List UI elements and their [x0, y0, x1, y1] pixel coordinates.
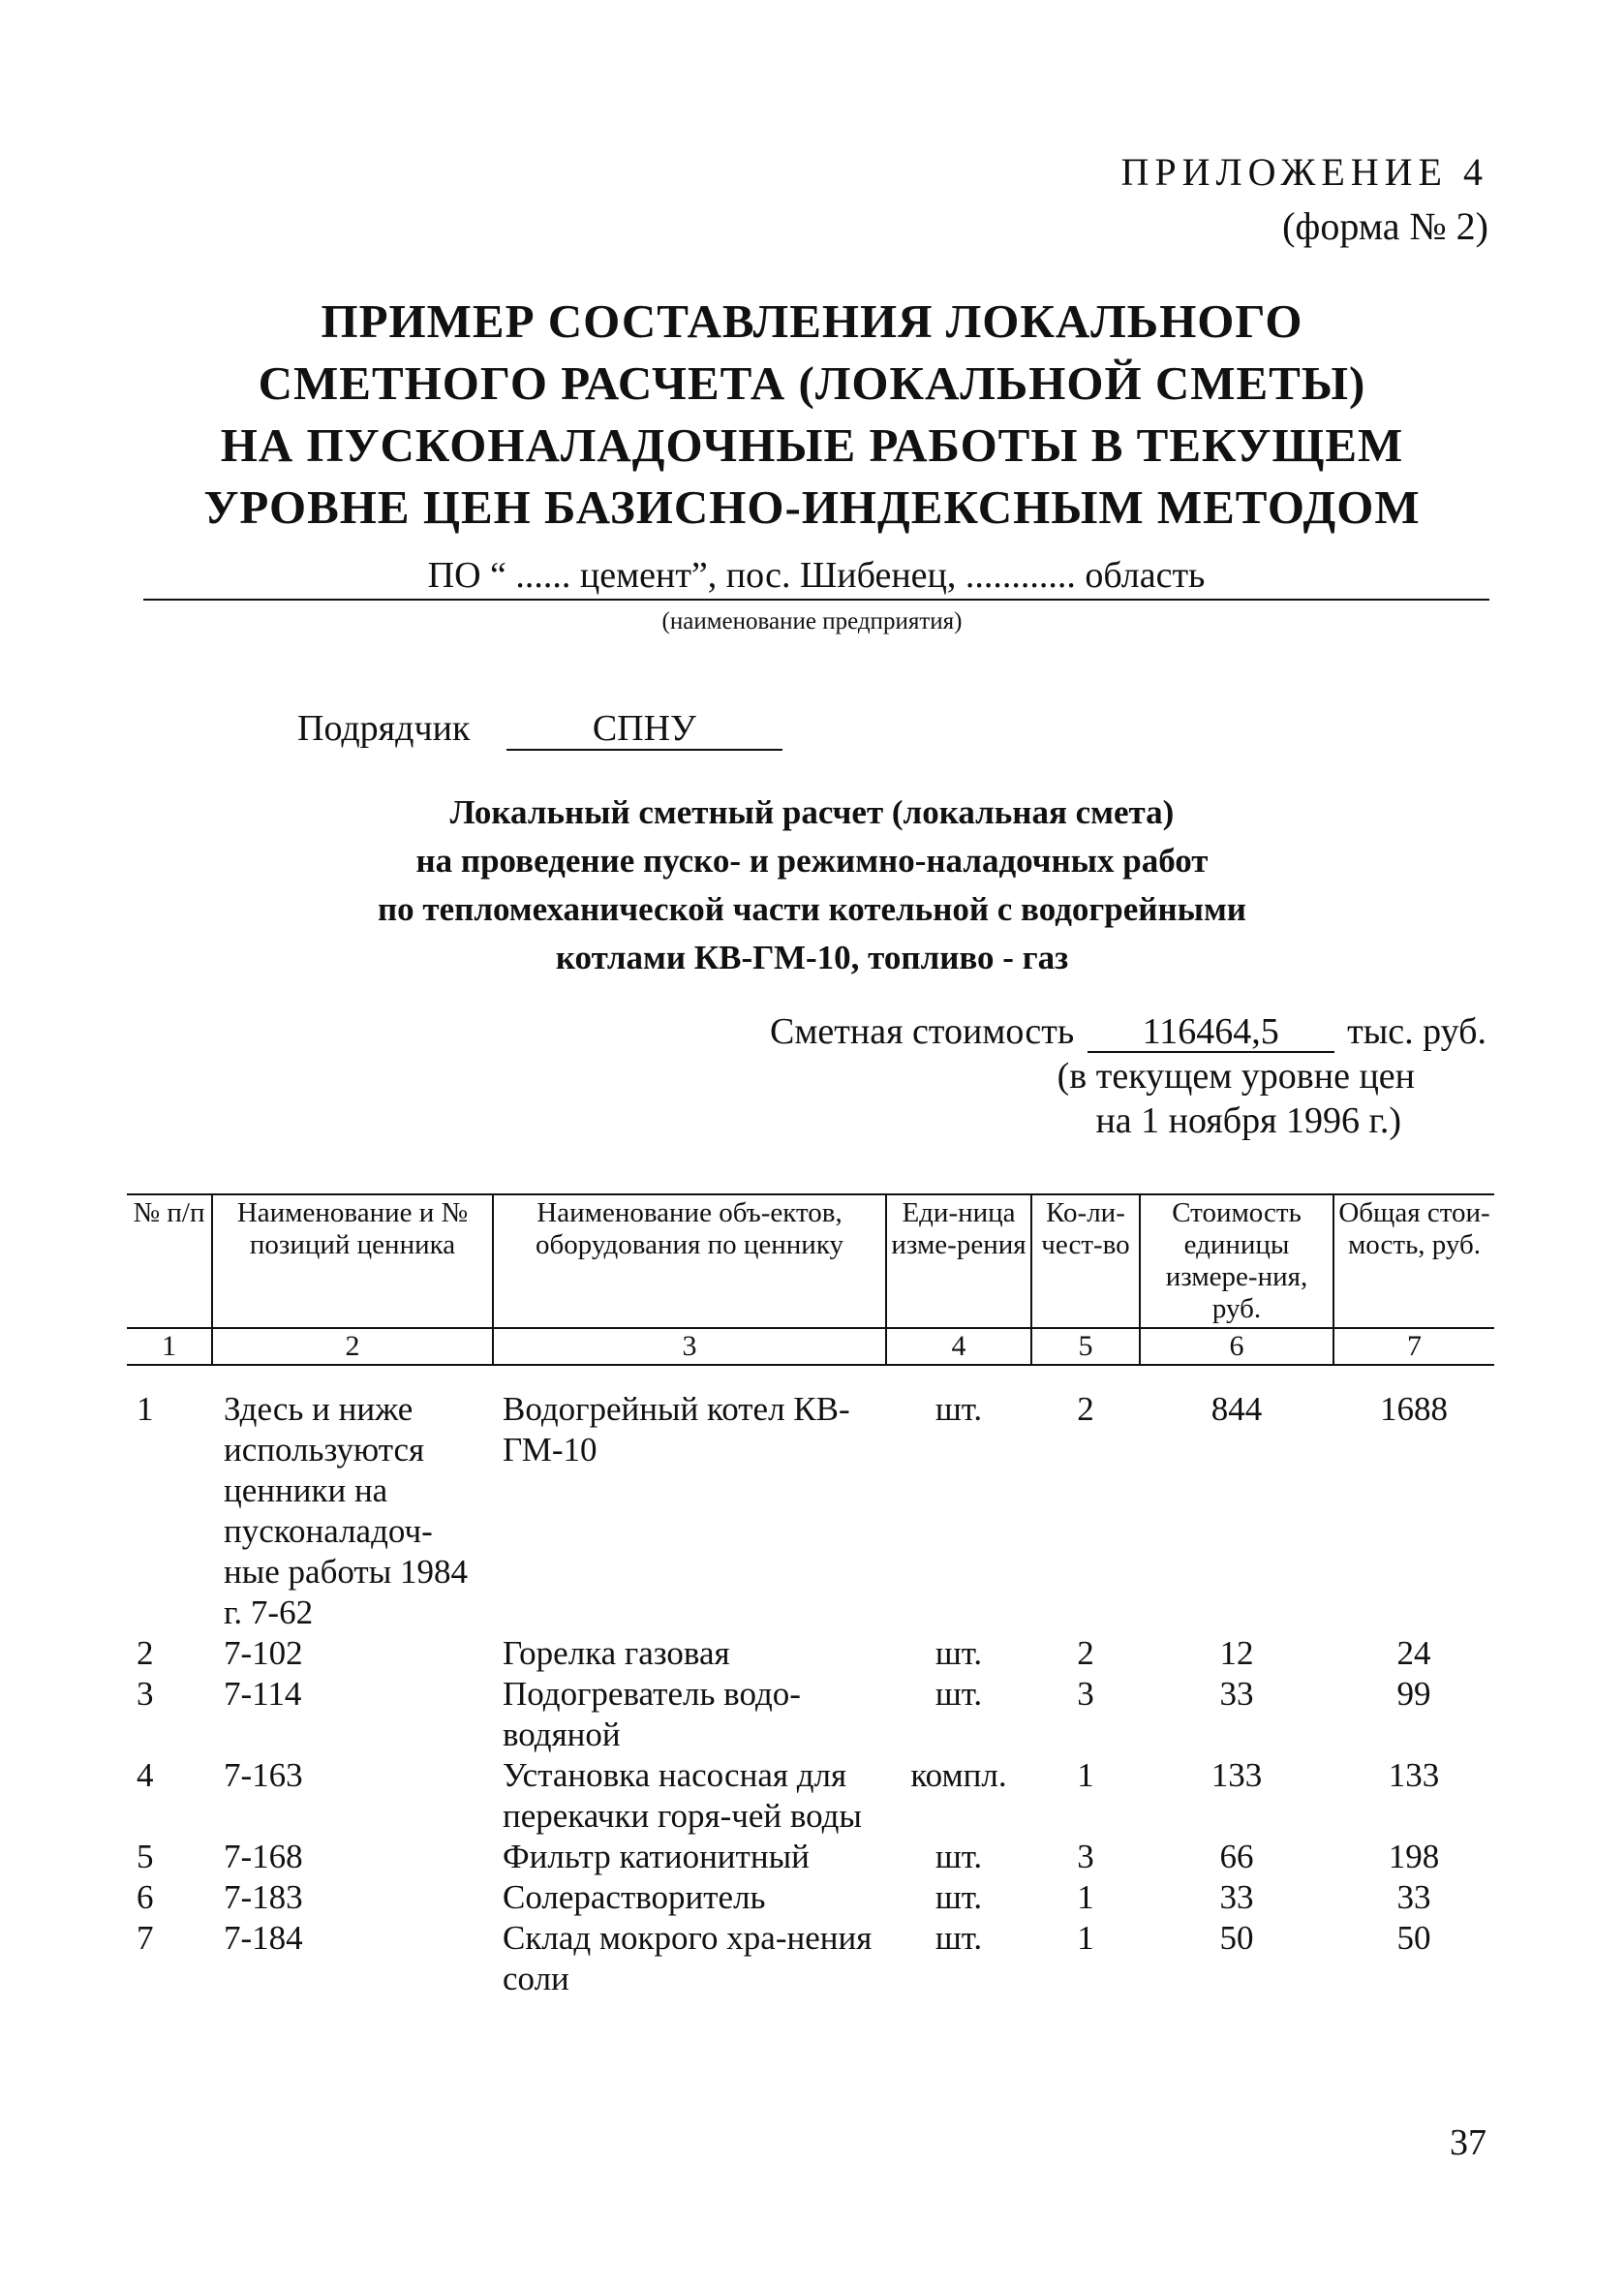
column-number: 6 [1140, 1328, 1333, 1365]
appendix-label: ПРИЛОЖЕНИЕ 4 [1120, 150, 1488, 194]
unit: шт. [935, 1675, 983, 1713]
column-header: Еди-ница изме-рения [886, 1194, 1031, 1328]
unit: шт. [935, 1634, 983, 1672]
subtitle-line: котлами КВ-ГМ-10, топливо - газ [555, 939, 1069, 976]
estimate-note: (в текущем уровне цен [1057, 1056, 1415, 1097]
total-cost: 99 [1396, 1675, 1431, 1713]
total-cost: 24 [1396, 1634, 1431, 1672]
subtitle-line: Локальный сметный расчет (локальная смета) [449, 793, 1175, 831]
quantity: 1 [1077, 1756, 1094, 1794]
unit: шт. [935, 1390, 983, 1428]
estimate-table [127, 1193, 1494, 1999]
column-number: 2 [212, 1328, 493, 1365]
column-header: Общая стои-мость, руб. [1333, 1194, 1494, 1328]
row-index: 5 [137, 1838, 154, 1875]
page-number: 37 [1450, 2122, 1486, 2163]
row-index: 3 [137, 1675, 154, 1713]
column-header: Ко-ли-чест-во [1031, 1194, 1140, 1328]
quantity: 3 [1077, 1675, 1094, 1713]
item-name: Горелка газовая [503, 1634, 730, 1672]
item-name: Подогреватель водо-водяной [503, 1675, 801, 1753]
organization-caption: (наименование предприятия) [661, 608, 963, 634]
unit-price: 33 [1219, 1878, 1254, 1916]
quantity: 2 [1077, 1634, 1094, 1672]
price-list-position: 7-102 [224, 1634, 303, 1672]
unit-price: 12 [1219, 1634, 1254, 1672]
main-title-line: ПРИМЕР СОСТАВЛЕНИЯ ЛОКАЛЬНОГО [321, 294, 1303, 348]
unit: шт. [935, 1919, 983, 1957]
column-header: № п/п [127, 1194, 212, 1328]
item-name: Склад мокрого хра-нения соли [503, 1919, 873, 1997]
unit-price: 50 [1219, 1919, 1254, 1957]
column-number: 3 [493, 1328, 886, 1365]
column-number: 5 [1031, 1328, 1140, 1365]
unit: шт. [935, 1838, 983, 1875]
contractor-value: СПНУ [506, 708, 782, 751]
quantity: 1 [1077, 1919, 1094, 1957]
column-header: Стоимость единицы измере-ния, руб. [1140, 1194, 1333, 1328]
column-number: 1 [127, 1328, 212, 1365]
estimate-value: 116464,5 [1088, 1012, 1334, 1053]
price-list-position: 7-184 [224, 1919, 303, 1957]
contractor [297, 705, 782, 752]
unit-price: 844 [1210, 1390, 1263, 1428]
price-list-position: 7-114 [224, 1675, 302, 1713]
item-name: Фильтр катионитный [503, 1838, 810, 1875]
table-header-row [127, 1194, 1494, 1328]
estimate-label: Сметная стоимость [770, 1011, 1075, 1052]
row-index: 7 [137, 1919, 154, 1957]
item-name: Солерастворитель [503, 1878, 766, 1916]
column-header: Наименование объ-ектов, оборудования по ценнику [493, 1194, 886, 1328]
total-cost: 50 [1396, 1919, 1431, 1957]
column-number: 7 [1333, 1328, 1494, 1365]
row-index: 2 [137, 1634, 154, 1672]
estimate-subtitle [0, 789, 1624, 982]
total-cost: 33 [1396, 1878, 1431, 1916]
column-number-row [127, 1328, 1494, 1365]
column-number: 4 [886, 1328, 1031, 1365]
subtitle-line: на проведение пуско- и режимно-наладочных работ [415, 842, 1209, 880]
table-row [127, 1674, 1494, 1755]
main-title-line: УРОВНЕ ЦЕН БАЗИСНО-ИНДЕКСНЫМ МЕТОДОМ [203, 480, 1421, 534]
table-row [127, 1755, 1494, 1837]
row-index: 4 [137, 1756, 154, 1794]
unit: шт. [935, 1878, 983, 1916]
table-row [127, 1365, 1494, 1633]
estimate-cost [770, 1009, 1486, 1143]
unit: компл. [910, 1756, 1007, 1794]
estimate-note: на 1 ноября 1996 г.) [1095, 1100, 1401, 1141]
main-title-line: НА ПУСКОНАЛАДОЧНЫЕ РАБОТЫ В ТЕКУЩЕМ [220, 418, 1404, 472]
estimate-unit: тыс. руб. [1347, 1011, 1486, 1052]
table-row [127, 1918, 1494, 1999]
item-name: Установка насосная для перекачки горя-чей воды [503, 1756, 862, 1835]
unit-price: 66 [1219, 1838, 1254, 1875]
total-cost: 133 [1388, 1756, 1440, 1794]
table-row [127, 1877, 1494, 1918]
total-cost: 198 [1388, 1838, 1440, 1875]
price-list-position: 7-183 [224, 1878, 303, 1916]
unit-price: 133 [1210, 1756, 1263, 1794]
table-row [127, 1837, 1494, 1877]
subtitle-line: по тепломеханической части котельной с водогрейными [378, 890, 1246, 928]
form-number: (форма № 2) [1282, 204, 1488, 248]
price-list-position: Здесь и ниже используются ценники на пусконаладоч-ные работы 1984 г. 7-62 [224, 1390, 468, 1631]
column-header: Наименование и № позиций ценника [212, 1194, 493, 1328]
contractor-label: Подрядчик [297, 708, 471, 749]
organization-name: ПО “ ...... цемент”, пос. Шибенец, ............ область [143, 554, 1489, 601]
price-list-position: 7-168 [224, 1838, 303, 1875]
quantity: 2 [1077, 1390, 1094, 1428]
price-list-position: 7-163 [224, 1756, 303, 1794]
row-index: 6 [137, 1878, 154, 1916]
total-cost: 1688 [1380, 1390, 1448, 1428]
appendix-header [1120, 145, 1488, 254]
main-title [0, 291, 1624, 539]
item-name: Водогрейный котел КВ-ГМ-10 [503, 1390, 850, 1469]
table-row [127, 1633, 1494, 1674]
row-index: 1 [137, 1390, 154, 1428]
unit-price: 33 [1219, 1675, 1254, 1713]
quantity: 3 [1077, 1838, 1094, 1875]
quantity: 1 [1077, 1878, 1094, 1916]
main-title-line: СМЕТНОГО РАСЧЕТА (ЛОКАЛЬНОЙ СМЕТЫ) [258, 356, 1366, 410]
